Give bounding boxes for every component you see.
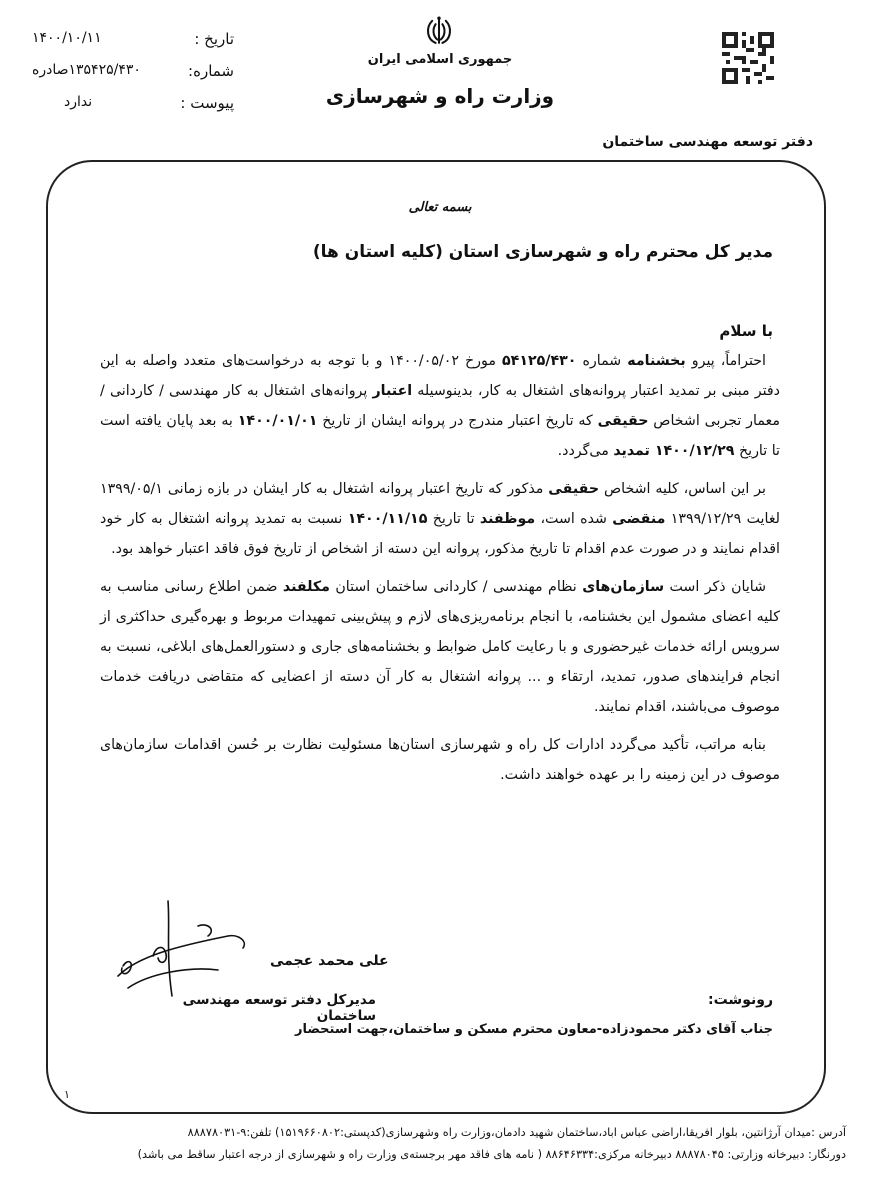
paragraph-3	[100, 572, 780, 722]
signer-name: علی محمد عجمی	[270, 953, 389, 969]
text: ضمن اطلاع رسانی مناسب به کلیه اعضای مشمول این بخشنامه، با انجام برنامه‌ریزی‌های لازم و پیش‌بینی تمهیدات مربوط و بهره‌گیری حداکثری از سرویس ارائه خدمات غیرحضوری و با رعایت کامل ضوابط و بخشنامه‌های جاری و دستورالعمل‌های ابلاغی، نسبت به انجام فرایندهای صدور، تمدید، ارتقاء و ... پروانه اشتغال به کار آن دسته از اعضایی که متقاضی دریافت خدمات موصوف می‌باشند، اقدام نمایند.	[100, 579, 780, 715]
qr-code	[722, 32, 774, 84]
text: احتراماً، پیرو	[685, 353, 766, 369]
attachment-value: ندارد	[64, 94, 93, 110]
text: شماره	[576, 353, 628, 369]
emphasis: منقضی	[612, 511, 666, 527]
text: نظام مهندسی / کاردانی ساختمان استان	[329, 579, 583, 595]
text: به بعد پایان یافته است تا تاریخ	[100, 413, 780, 459]
text: پروانه‌های اشتغال به کار مهندسی / کاردانی / معمار تجربی اشخاص	[100, 383, 780, 429]
footer-address: آدرس :میدان آرژانتین، بلوار افریقا،اراضی عباس اباد،ساختمان شهید دادمان،وزارت راه وشهرسازی(کدپستی:۱۵۱۹۶۶۰۸۰۲) تلفن:۹-۸۸۸۷۸۰۳۱	[187, 1126, 846, 1139]
ministry-title: وزارت راه و شهرسازی	[325, 84, 555, 108]
emphasis: ۱۴۰۰/۱۱/۱۵	[347, 511, 428, 527]
office-name: دفتر توسعه مهندسی ساختمان	[602, 134, 813, 150]
basmala: بسمه تعالی	[408, 200, 472, 215]
text: نسبت به تمدید پروانه اشتغال به کار خود اقدام نمایند و در صورت عدم اقدام تا تاریخ مذکور، پروانه این دسته از اشخاص از تاریخ فوق فاقد اعتبار خواهد بود.	[100, 511, 780, 557]
number-row	[24, 62, 234, 86]
addressee: مدیر کل محترم راه و شهرسازی استان (کلیه استان ها)	[312, 242, 773, 262]
paragraph-1	[100, 346, 780, 466]
attachment-row	[24, 94, 234, 118]
emphasis: حقیقی	[548, 481, 600, 497]
emphasis: مکلفند	[282, 579, 330, 595]
paragraph-2	[100, 474, 780, 564]
emphasis: بخشنامه	[627, 353, 686, 369]
text: می‌گردد.	[557, 443, 614, 459]
cc-label: رونوشت:	[708, 992, 773, 1008]
attachment-label: پیوست :	[180, 94, 234, 112]
greeting: با سلام	[719, 322, 773, 340]
text: بر این اساس، کلیه اشخاص	[599, 481, 766, 497]
text: شایان ذکر است	[664, 579, 766, 595]
letter-body	[100, 346, 780, 798]
emphasis: ۱۴۰۰/۱۲/۲۹ تمدید	[613, 443, 735, 459]
text: که تاریخ اعتبار مندرج در پروانه ایشان از تاریخ	[317, 413, 598, 429]
date-row	[24, 30, 234, 54]
emphasis: ۵۴۱۲۵/۴۳۰	[502, 353, 577, 369]
signer-title: مدیرکل دفتر توسعه مهندسی ساختمان	[182, 992, 376, 1024]
cc-recipient: جناب آقای دکتر محمودزاده-معاون محترم مسکن و ساختمان،جهت استحضار	[294, 1022, 773, 1037]
text: شده است،	[535, 511, 613, 527]
text: تا تاریخ	[427, 511, 480, 527]
footer-fax: دورنگار: دبیرخانه وزارتی: ۸۸۸۷۸۰۴۵ دبیرخانه مرکزی:۸۸۶۴۶۳۳۴ ( نامه های فاقد مهر برجسته‌ی وزارت راه و شهرسازی از درجه اعتبار ساقط می باشد)	[137, 1148, 846, 1161]
emphasis: ۱۴۰۰/۰۱/۰۱	[237, 413, 318, 429]
paragraph-4: بنابه مراتب، تأکید می‌گردد ادارات کل راه و شهرسازی استان‌ها مسئولیت نظارت بر حُسن اقدامات سازمان‌های موصوف در این زمینه را بر عهده خواهند داشت.	[100, 737, 780, 783]
emphasis: اعتبار	[372, 383, 413, 399]
date-label: تاریخ :	[194, 30, 234, 48]
number-value: ۱۳۵۴۲۵/۴۳۰صادره	[32, 62, 141, 78]
emphasis: موظفند	[479, 511, 536, 527]
date-value: ۱۴۰۰/۱۰/۱۱	[32, 30, 102, 46]
page-number: ۱	[64, 1088, 70, 1101]
text: مذکور که تاریخ اعتبار پروانه اشتغال به کار ایشان در بازه زمانی ۱۳۹۹/۰۵/۱ لغایت ۱۳۹۹/۱۲/۲۹	[100, 481, 780, 527]
number-label: شماره:	[188, 62, 234, 80]
text: مورخ ۱۴۰۰/۰۵/۰۲ و با توجه به درخواست‌های متعدد واصله به این دفتر مبنی بر تمدید اعتبار پروانه‌های اشتغال به کار، بدینوسیله	[100, 353, 780, 399]
republic-title: جمهوری اسلامی ایران	[367, 52, 513, 67]
iran-emblem-icon	[422, 14, 456, 48]
emphasis: سازمان‌های	[582, 579, 665, 595]
emphasis: حقیقی	[597, 413, 649, 429]
handwritten-signature	[108, 896, 258, 1006]
